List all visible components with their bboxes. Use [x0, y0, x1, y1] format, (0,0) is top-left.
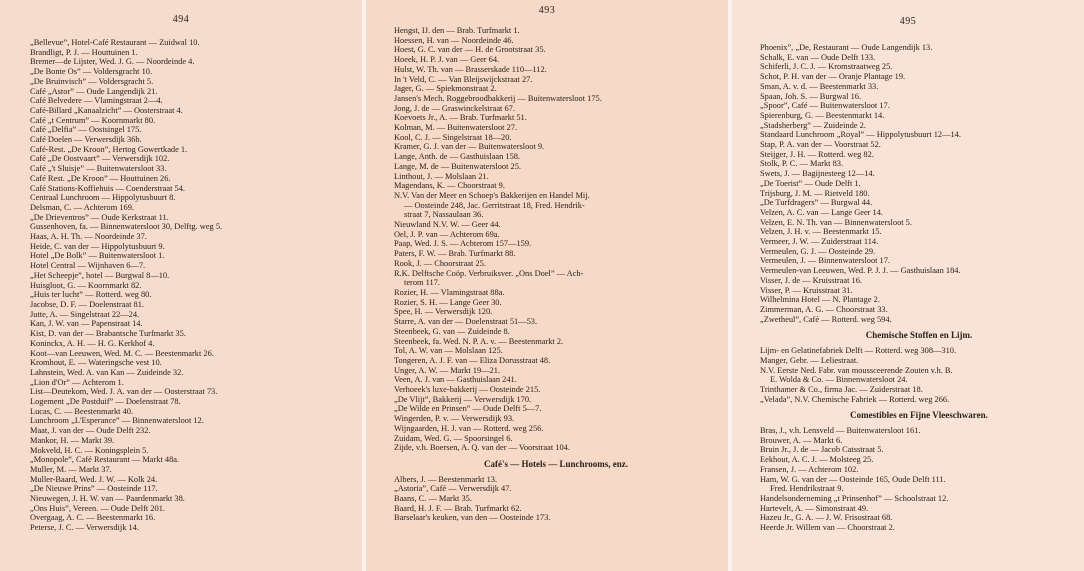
directory-entry: Café Rest. „De Kroon” — Houttuinen 26. [30, 173, 171, 183]
directory-entry: Magendans, K. — Choorstraat 9. [394, 181, 505, 191]
directory-entry: Velzen, J. H. v. — Beestenmarkt 15. [760, 227, 882, 237]
directory-entry: Brouwer, A. — Markt 6. [760, 435, 843, 445]
directory-entry: Kromhout, E. — Wateringsche vest 10. [30, 358, 162, 368]
directory-entry: Steenbeek, G. van — Zuideinde 8. [394, 326, 510, 336]
directory-entry: Nieuwegen, J. H. W. van — Paardenmarkt 38. [30, 494, 185, 504]
directory-entry: „De Bonte Os” — Voldersgracht 10. [30, 67, 153, 77]
directory-entry: Verhoeek's luxe-bakkerij — Oosteinde 215. [394, 385, 541, 395]
directory-list [394, 26, 718, 523]
directory-entry: Café „'t Sluisje” — Buitenwatersloot 33. [30, 164, 167, 174]
directory-entry: Trijsburg, J. M. — Rietveld 180. [760, 188, 870, 198]
directory-entry: Mokveld, H. C. — Koningsplein 5. [30, 445, 149, 455]
directory-entry: „Monopole”, Café Restaurant — Markt 48a. [30, 455, 180, 465]
left-page [0, 0, 362, 571]
directory-entry: Visser, P. — Kruisstraat 31. [760, 285, 853, 295]
directory-entry: Tol, A. W. van — Molslaan 125. [394, 346, 503, 356]
directory-entry: Stolk, P. C. — Markt 83. [760, 159, 844, 169]
directory-entry: N.V. Van der Meer en Schoep's Bakkerijen en Handel Mij. [394, 190, 590, 200]
directory-entry: Koninckx, A. H. — H. G. Kerkhof 4. [30, 338, 155, 348]
directory-entry: Hoessen, H. van — Noordeinde 46. [394, 35, 514, 45]
directory-entry: Hartevelt, A. — Simonstraat 49. [760, 503, 869, 513]
directory-entry: Vermeulen-van Leeuwen, Wed. P. J. J. — Gasthuislaan 184. [760, 266, 961, 276]
directory-entry: „Zwetheul”, Café — Rotterd. weg 594. [760, 314, 892, 324]
directory-entry: E. Wolda & Co. — Binnenwatersloot 24. [770, 375, 908, 385]
directory-entry: Paters, F. W. — Brab. Turfmarkt 88. [394, 249, 516, 259]
directory-entry: „Ons Huis”, Vereen. — Oude Delft 201. [30, 503, 165, 513]
directory-entry: Steijger, J. H. — Rotterd. weg 82. [760, 149, 874, 159]
directory-entry: Velzen, E. N. Th. van — Binnenwatersloot 5. [760, 217, 912, 227]
directory-entry: terom 117. [404, 278, 440, 288]
directory-entry: Rook, J. — Choorstraat 25. [394, 258, 486, 268]
directory-entry: Lunchroom „L'Esperance” — Binnenwatersloot 12. [30, 416, 204, 426]
directory-entry: „De Turfdragers” — Burgwal 44. [760, 198, 873, 208]
section-entries-block [760, 346, 1078, 404]
section-heading: Chemische Stoffen en Lijm. [865, 330, 973, 341]
directory-entry: Overgaag, A. C. — Beestenmarkt 16. [30, 513, 156, 523]
directory-entry: „Astoria”, Café — Verwersdijk 47. [394, 484, 512, 494]
directory-entry: Jong, J. de — Graswinckelstraat 67. [394, 103, 515, 113]
directory-entry: Visser, J. de — Kruisstraat 16. [760, 275, 862, 285]
directory-entry: Centraal Lunchroom — Hippolytusbuurt 8. [30, 193, 176, 203]
directory-entry: Muller, M. — Markt 37. [30, 464, 112, 474]
directory-entry: Koevoets Jr., A. — Brab. Turfmarkt 51. [394, 113, 527, 123]
directory-entry: Café „De Oostvaart” — Verwersdijk 102. [30, 154, 170, 164]
directory-entry: Fred. Hendrikstraat 9. [770, 484, 844, 494]
directory-entry: Zijde, v.h. Boersen, A. Q. van der — Voorstraat 104. [394, 443, 570, 453]
directory-entry: Spierenburg, G. — Beestenmarkt 14. [760, 110, 885, 120]
directory-entry: Hotel Central — Wijnhaven 6—7. [30, 261, 146, 271]
directory-entry: „De Bruinvisch” — Voldersgracht 5. [30, 76, 154, 86]
directory-entry: „Het Scheepje”, hotel — Burgwal 8—10. [30, 270, 170, 280]
directory-entry: „Spoor”, Café — Buitenwatersloot 17. [760, 101, 890, 111]
directory-entry: Zuidam, Wed. G. — Spoorsingel 6. [394, 433, 513, 443]
directory-entry: Veen, A. J. van — Gasthuislaan 241. [394, 375, 517, 385]
directory-entry: „De Toerist” — Oude Delft 1. [760, 178, 861, 188]
directory-entry: Fransen, J. — Achterom 102. [760, 464, 859, 474]
directory-entry: Lucas, C. — Beestenmarkt 40. [30, 406, 134, 416]
directory-entry: „Huis ter lucht” — Rotterd. weg 80. [30, 290, 152, 300]
directory-entry: Wijngaarden, H. J. van — Rotterd. weg 256. [394, 423, 544, 433]
directory-entry: Kolman, M. — Buitenwatersloot 27. [394, 123, 518, 133]
directory-entry: Jacobse, D. F. — Doelenstraat 81. [30, 299, 144, 309]
directory-entry: Kool, C. J. — Singelstraat 18—20. [394, 132, 512, 142]
directory-entry: Delsman, C. — Achterom 169. [30, 202, 134, 212]
directory-entry: Lange, Anth. de — Gasthuislaan 158. [394, 152, 521, 162]
directory-entry: Nieuwland N.V. W. — Geer 44. [394, 220, 501, 230]
directory-entry: Lange, M. de — Buitenwatersloot 25. [394, 161, 521, 171]
directory-entry: Handelsonderneming „t Prinsenhof” — Schoolstraat 12. [760, 493, 949, 503]
directory-entry: Standaard Lunchroom „Royal” — Hippolytusbuurt 12—14. [760, 130, 961, 140]
page-number: 495 [899, 16, 917, 27]
directory-entry: „De Wilde en Prinsen” — Oude Delft 5—7. [394, 404, 542, 414]
directory-entry: „Stadsherberg” — Zuideinde 2. [760, 120, 866, 130]
directory-entry: List—Deutekom, Wed. J. A. van der — Oosterstraat 73. [30, 387, 218, 397]
directory-entry: Hoest, G. C. van der — H. de Grootstraat 35. [394, 45, 546, 55]
directory-entry: Wingerden, P. v. — Verwersdijk 93. [394, 414, 515, 424]
right-page [732, 0, 1084, 571]
directory-entry: R.K. Delftsche Coöp. Verbruiksver. „Ons Doel” — Ach- [394, 268, 584, 278]
directory-entry: Paap, Wed. J. S. — Achterom 157—159. [394, 239, 532, 249]
directory-entry: Huisgloot, G. — Koornmarkt 82. [30, 280, 142, 290]
directory-entry: Spee, H. — Verwersdijk 120. [394, 307, 493, 317]
directory-entry: „De Vlijt”, Bakkerij — Verwersdijk 170. [394, 394, 532, 404]
directory-entry: Jager, G. — Spiekmonstraat 2. [394, 84, 497, 94]
directory-entry: Swets, J. — Bagijnesteeg 12—14. [760, 169, 875, 179]
directory-entry: Heide, C. van der — Hippolytusbuurt 9. [30, 241, 165, 251]
directory-entry: Hoeek, H. P. J. van — Geer 64. [394, 55, 500, 65]
directory-entry: Café Belvedere — Vlamingstraat 2—4. [30, 96, 163, 106]
directory-entry: Trinthamer & Co., firma Jac. — Zuiderstraat 18. [760, 384, 923, 394]
directory-entry: Barselaar's keuken, van den — Oosteinde 173. [394, 513, 551, 523]
directory-entry: „Bellevue”, Hotel-Café Restaurant — Zuidwal 10. [30, 38, 200, 47]
directory-entry: Stap, P. A. van der — Voorstraat 52. [760, 140, 881, 150]
directory-entry: Baard, H. J. F. — Brab. Turfmarkt 62. [394, 503, 522, 513]
directory-entry: Gussenhoven, fa. — Binnenwatersloot 30, Delftg. weg 5. [30, 222, 223, 232]
directory-entry: Hazeu Jr., G. A. — J. W. Frisostraat 68. [760, 513, 893, 523]
page-number: 494 [172, 14, 190, 25]
directory-entry: „De Drieventros” — Oude Kerkstraat 11. [30, 212, 169, 222]
directory-entry: Hulst, W. Th. van — Brasserskade 110—112. [394, 64, 547, 74]
directory-entry: Kramer, G. J. van der — Buitenwatersloot 9. [394, 142, 545, 152]
directory-entry: Café „Delfia” — Oostsingel 175. [30, 125, 142, 135]
directory-entry: Heerde Jr. Willem van — Choorstraat 2. [760, 523, 895, 533]
directory-entry: Schot, P. H. van der — Oranje Plantage 19. [760, 72, 906, 82]
directory-entry: Rozier, S. H. — Lange Geer 30. [394, 297, 502, 307]
directory-entry: — Oosteinde 248, Jac. Gerritstraat 18, Fred. Hendrik- [404, 200, 585, 210]
directory-entry: Velzen, A. C. van — Lange Geer 14. [760, 207, 884, 217]
directory-entry: „Lion d'Or” — Achterom 1. [30, 377, 124, 387]
directory-entry: Phoenix”, „De, Restaurant — Oude Langendijk 13. [760, 43, 933, 52]
directory-entry: Lijm- en Gelatinefabriek Delft — Rotterd. weg 308—310. [760, 346, 957, 356]
directory-entry: Jutte, A. — Singelstraat 22—24. [30, 309, 140, 319]
directory-entry: Schalk, E. van — Oude Delft 133. [760, 52, 876, 62]
directory-entry: Café Stations-Koffiehuis — Coenderstraat 54. [30, 183, 185, 193]
directory-entry: Baans, C. — Markt 35. [394, 494, 472, 504]
directory-entry: Sman, A. v. d. — Beestenmarkt 33. [760, 81, 879, 91]
directory-entry: Zimmerman, A. G. — Choorstraat 33. [760, 304, 888, 314]
directory-entry: Jansen's Mech. Roggebroodbakkerij — Buitenwatersloot 175. [394, 93, 602, 103]
directory-entry: Eekhout, A. C. J. — Molsteeg 25. [760, 455, 874, 465]
directory-entry: Brandligt, P. J. — Houttuinen 1. [30, 47, 138, 57]
directory-entry: Kan, J. W. van — Papenstraat 14. [30, 319, 143, 329]
directory-entry: Vermeulen, G. J. — Oosteinde 29. [760, 246, 876, 256]
directory-entry: Café-Billard „Kanaalzicht” — Oosterstraat 4. [30, 105, 183, 115]
directory-entry: Bras, J., v.h. Lensveld — Buitenwatersloot 161. [760, 426, 921, 436]
directory-entry: Ham, W. G. van der — Oosteinde 165, Oude Delft 111. [760, 474, 946, 484]
directory-entry: Wilhelmina Hotel — N. Plantage 2. [760, 295, 880, 305]
directory-entry: Schiferli, J. C. J. — Kromstraatweg 25. [760, 62, 893, 72]
directory-entry: Maat, J. van der — Oude Delft 232. [30, 426, 151, 436]
directory-entry: Café „t Centrum” — Koornmarkt 80. [30, 115, 156, 125]
section-heading: Café's — Hotels — Lunchrooms, enz. [483, 458, 629, 469]
directory-entry: Café Doelen — Verwersdijk 36b. [30, 135, 142, 145]
directory-entry: Spaan, Joh. S. — Burgwal 16. [760, 91, 862, 101]
directory-entry: Muller-Baard, Wed. J. W. — Kolk 24. [30, 474, 158, 484]
directory-entry: „Velada”, N.V. Chemische Fabriek — Rotterd. weg 266. [760, 394, 950, 404]
entries-block [760, 43, 1078, 324]
directory-entry: Vermeulen, J. — Binnenwatersloot 17. [760, 256, 891, 266]
directory-list [30, 38, 352, 533]
directory-entry: „De Nieuwe Prins” — Oosteinde 117. [30, 484, 158, 494]
directory-entry: straat 7, Nassaulaan 36. [404, 210, 484, 220]
directory-entry: Linthout, J. — Molslaan 21. [394, 171, 489, 181]
directory-entry: Bremer—de Lijster, Wed. J. G. — Noordeinde 4. [30, 57, 195, 67]
directory-entry: Tongeren, A. J. F. van — Eliza Dorusstraat 48. [394, 355, 551, 365]
directory-entry: Café-Rest. „De Kroon”, Hertog Gowertkade 1. [30, 144, 188, 154]
directory-entry: Oel, J. P. van — Achterom 69a. [394, 229, 500, 239]
directory-entry: Vermeer, J. W. — Zuiderstraat 114. [760, 237, 879, 247]
directory-entry: Hengst, IJ. den — Brab. Turfmarkt 1. [394, 26, 520, 35]
directory-entry: Steenbeek, fa. Wed. N. P. A. v. — Beestenmarkt 2. [394, 336, 564, 346]
section-heading: Comestibles en Fijne Vleeschwaren. [850, 410, 988, 421]
directory-entry: Hotel „De Bolk” — Buitenwatersloot 1. [30, 251, 165, 261]
directory-entry: In 't Veld, C. — Van Bleijswijckstraat 27. [394, 74, 533, 84]
entries-block [394, 26, 718, 453]
directory-entry: Manger, Gebr. — Leliestraat. [760, 355, 859, 365]
directory-entry: Peterse, J. C. — Verwersdijk 14. [30, 523, 139, 533]
middle-page [366, 0, 728, 571]
directory-entry: Starre, A. van der — Doelenstraat 51—53. [394, 317, 538, 327]
directory-entry: Albers, J. — Beestenmarkt 13. [394, 474, 498, 484]
directory-entry: N.V. Eerste Ned. Fabr. van moussceerende Zouten v.h. B. [760, 365, 953, 375]
section-entries-block [760, 426, 1078, 533]
directory-entry: Unger, A. W. — Markt 19—21. [394, 365, 500, 375]
page-number: 493 [538, 5, 556, 16]
directory-entry: Haas, A. H. Th. — Noordeinde 37. [30, 232, 147, 242]
directory-entry: Bruin Jr., J. de — Jacob Catsstraat 5. [760, 445, 884, 455]
directory-entry: Koot—van Leeuwen, Wed. M. C. — Beestenmarkt 26. [30, 348, 214, 358]
directory-entry: Kist, D. van der — Brabantsche Turfmarkt 35. [30, 329, 186, 339]
section-entries-block [394, 475, 718, 524]
directory-entry: Rozier, H. — Vlamingstraat 88a. [394, 287, 505, 297]
directory-entry: Logement „De Postduif” — Doelenstraat 78. [30, 397, 181, 407]
directory-entry: Mankor, H. — Markt 39. [30, 435, 115, 445]
directory-entry: Lahnstein, Wed. A. van Kan — Zuideinde 32. [30, 367, 184, 377]
directory-entry: Café „Astor” — Oude Langendijk 21. [30, 86, 158, 96]
directory-list [760, 43, 1078, 533]
